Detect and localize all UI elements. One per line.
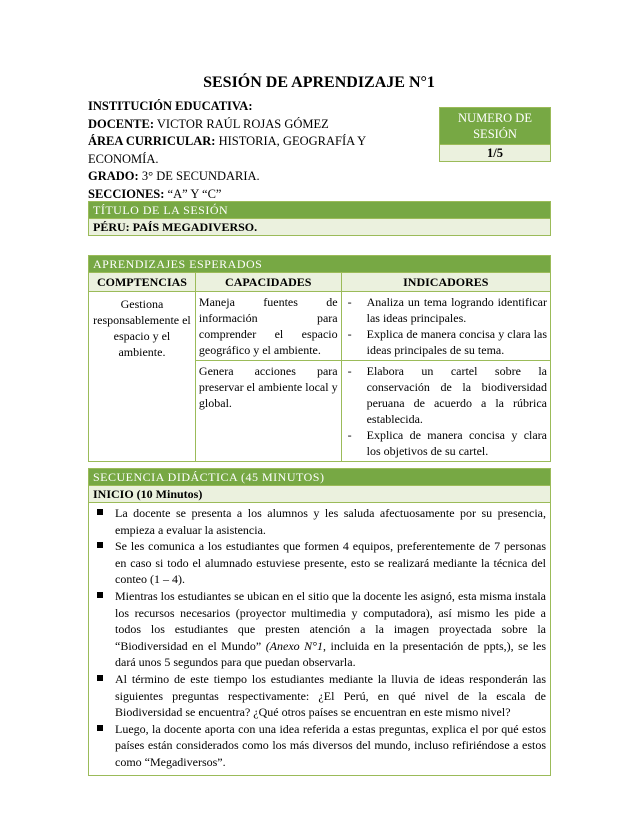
list-item: Luego, la docente aporta con una idea referida a estas preguntas, explica el por qué estos países están considerados como los más diversos del mundo, incluso refiriéndose a estos como “Megadiversos”. [91, 721, 546, 771]
inicio-header: INICIO (10 Minutos) [89, 486, 551, 503]
aprendizajes-table [88, 255, 551, 462]
titulo-sesion-table [88, 201, 551, 236]
session-info [88, 98, 428, 203]
indicador-item: - Explica de manera concisa y clara los objetivos de su cartel. [345, 427, 547, 459]
secuencia-header: SECUENCIA DIDÁCTICA (45 MINUTOS) [89, 469, 551, 486]
secciones-line: SECCIONES: “A” Y “C” [88, 186, 222, 201]
capacidad-1: Maneja fuentes de información para comprender el espacio geográfico y el ambiente. [195, 292, 341, 361]
indicadores-1 [341, 292, 550, 361]
col-competencias: COMPTENCIAS [89, 273, 196, 292]
list-item: Al término de este tiempo los estudiantes mediante la lluvia de ideas responderán las siguientes preguntas respectivamente: ¿El Perú, en qué nivel de la escala de Biodiversidad se encuentra? ¿Qué otros países se encuentran en este mismo nivel? [91, 671, 546, 721]
capacidad-2: Genera acciones para preservar el ambiente local y global. [195, 361, 341, 462]
titulo-sesion-header: TÍTULO DE LA SESIÓN [89, 202, 551, 219]
titulo-sesion-value: PÉRU: PAÍS MEGADIVERSO. [89, 219, 551, 236]
indicadores-2 [341, 361, 550, 462]
page-title: SESIÓN DE APRENDIZAJE N°1 [203, 74, 435, 91]
numero-sesion-box [439, 107, 551, 162]
indicador-item: - Explica de manera concisa y clara las ideas principales de su tema. [345, 326, 547, 358]
col-indicadores: INDICADORES [341, 273, 550, 292]
inicio-content [89, 503, 551, 776]
list-item: Se les comunica a los estudiantes que formen 4 equipos, preferentemente de 7 personas en caso si todo el alumnado estuviese presente, esto se realizará mediante la técnica del conteo (1 – 4). [91, 538, 546, 588]
list-item: La docente se presenta a los alumnos y les saluda afectuosamente por su presencia, empieza a evaluar la asistencia. [91, 505, 546, 538]
docente-line: DOCENTE: VICTOR RAÚL ROJAS GÓMEZ [88, 116, 329, 131]
aprendizajes-header: APRENDIZAJES ESPERADOS [89, 256, 551, 273]
list-item: Mientras los estudiantes se ubican en el sitio que la docente les asignó, esta misma instala los recursos necesarios (proyector multimedia y computadora), así mismo les pide a todos los estudiantes que presten atención a la imagen proyectada sobre la “Biodiversidad en el Mundo” (Anexo N°1, incluida en la presentación de ppts,), se les dará unos 5 segundos para que puedan observarla. [91, 588, 546, 671]
indicador-item: - Analiza un tema logrando identificar las ideas principales. [345, 294, 547, 326]
numero-sesion-value: 1/5 [440, 145, 551, 162]
numero-sesion-label: NUMERO DE SESIÓN [440, 108, 551, 145]
col-capacidades: CAPACIDADES [195, 273, 341, 292]
indicador-item: - Elabora un cartel sobre la conservación de la biodiversidad peruana de acuerdo a la rúbrica establecida. [345, 363, 547, 427]
competencia-cell: Gestiona responsablemente el espacio y el ambiente. [89, 292, 196, 462]
institucion-line: INSTITUCIÓN EDUCATIVA: [88, 99, 253, 113]
area-line: ÁREA CURRICULAR: HISTORIA, GEOGRAFÍA Y ECONOMÍA. [88, 134, 366, 166]
grado-line: GRADO: 3° DE SECUNDARIA. [88, 169, 260, 183]
secuencia-table [88, 468, 551, 776]
